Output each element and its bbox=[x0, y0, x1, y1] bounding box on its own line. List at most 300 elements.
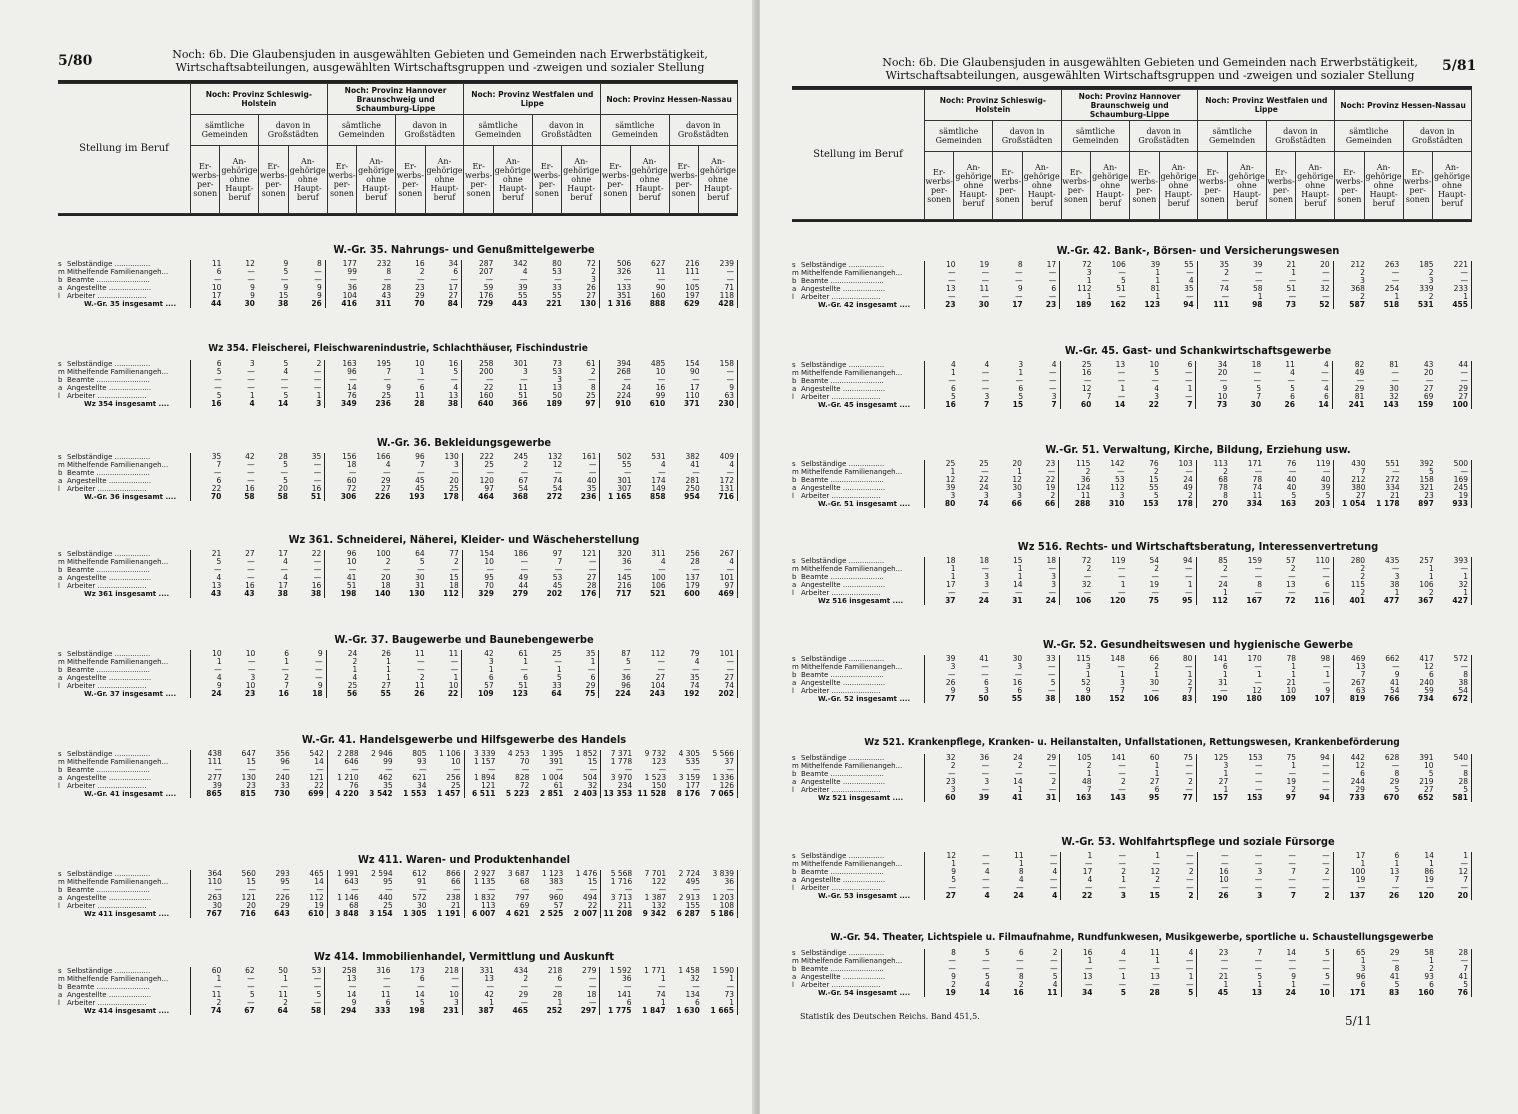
row-label bbox=[792, 277, 924, 285]
data-cell: 240 bbox=[275, 773, 290, 782]
data-cell: 96 bbox=[347, 367, 357, 376]
data-cell: 53 bbox=[552, 367, 563, 376]
data-cell: 111 bbox=[191, 758, 225, 766]
data-cell: 258 bbox=[479, 359, 494, 368]
data-cell: 90 bbox=[690, 367, 700, 376]
data-cell: — bbox=[1391, 564, 1400, 573]
measure-header-dependents: An-gehörige ohne Haupt-beruf bbox=[1091, 152, 1130, 220]
data-cell: 9 bbox=[1085, 686, 1091, 695]
row-label-letter: m bbox=[792, 762, 799, 770]
data-cell: 5 bbox=[1437, 786, 1472, 794]
data-cell: 334 bbox=[1246, 499, 1263, 508]
region-header: Noch: Provinz Hessen-Nassau bbox=[601, 84, 738, 115]
data-cell: 158 bbox=[703, 360, 738, 368]
data-cell: — bbox=[1255, 769, 1263, 778]
data-row bbox=[191, 991, 738, 999]
data-cell: 14 bbox=[1286, 948, 1297, 957]
data-cell: 101 bbox=[703, 574, 738, 582]
data-cell: 805 bbox=[412, 749, 427, 758]
data-cell: 115 bbox=[1076, 654, 1091, 663]
data-cell: — bbox=[1254, 662, 1262, 671]
measure-header-employed: Er-werbs-per-sonen bbox=[669, 146, 698, 214]
data-cell: 54 bbox=[1149, 556, 1160, 565]
data-cell: — bbox=[982, 859, 990, 868]
data-cell: 159 bbox=[1247, 556, 1263, 565]
data-cell: 31 bbox=[415, 581, 425, 590]
data-cell: 96 bbox=[415, 452, 425, 461]
data-cell: 3 339 bbox=[473, 749, 496, 758]
data-cell: 189 bbox=[546, 399, 563, 408]
data-cell: 9 bbox=[1291, 972, 1297, 981]
data-cell: 35 bbox=[565, 485, 600, 493]
row-label-letter: l bbox=[792, 393, 794, 401]
data-cell: 9 bbox=[283, 283, 289, 292]
data-cell: 1 bbox=[925, 468, 959, 476]
data-cell: 70 bbox=[414, 299, 425, 308]
data-cell: 14 bbox=[979, 988, 990, 997]
data-cell: 10 bbox=[1149, 360, 1160, 369]
row-label bbox=[58, 902, 190, 910]
data-cell: 13 bbox=[191, 582, 225, 590]
row-label-text: Mithelfende Familienangeh... bbox=[801, 468, 903, 476]
data-cell: — bbox=[981, 761, 990, 770]
data-cell: 236 bbox=[375, 399, 391, 408]
data-cell: — bbox=[1118, 572, 1126, 581]
data-cell: 551 bbox=[1385, 459, 1400, 468]
data-cell: 7 bbox=[1360, 670, 1366, 679]
data-cell: — bbox=[520, 375, 528, 384]
data-cell: 48 bbox=[1081, 777, 1092, 786]
data-cell: 5 bbox=[1163, 989, 1197, 997]
data-cell: 1 894 bbox=[473, 773, 496, 782]
data-cell: 30 bbox=[1389, 384, 1399, 393]
data-cell: 212 bbox=[1350, 260, 1365, 269]
data-cell: 30 bbox=[244, 299, 255, 308]
data-cell: — bbox=[383, 565, 391, 574]
data-cell: 326 bbox=[616, 267, 632, 276]
data-cell: 13 bbox=[346, 974, 357, 983]
data-cell: 26 bbox=[925, 679, 959, 687]
data-cell: 28 bbox=[1437, 778, 1472, 786]
total-row bbox=[191, 790, 738, 798]
data-cell: 163 bbox=[1280, 499, 1297, 508]
data-cell: 356 bbox=[275, 749, 290, 758]
data-cell: — bbox=[383, 982, 391, 991]
data-cell: — bbox=[1255, 268, 1263, 277]
data-cell: 477 bbox=[1383, 596, 1400, 605]
data-cell: 51 bbox=[1116, 284, 1126, 293]
row-label-letter: l bbox=[58, 999, 60, 1007]
data-cell: 179 bbox=[685, 581, 700, 590]
row-label-letter: m bbox=[58, 878, 65, 886]
row-label-text: Arbeiter ...................... bbox=[801, 687, 881, 695]
data-cell: 540 bbox=[1437, 754, 1472, 762]
row-label-letter: m bbox=[792, 565, 799, 573]
data-cell: — bbox=[1118, 761, 1126, 770]
data-cell: 163 bbox=[342, 359, 357, 368]
row-label-letter: l bbox=[792, 981, 794, 989]
data-cell: 888 bbox=[649, 299, 666, 308]
data-cell: — bbox=[1392, 467, 1400, 476]
row-label-letter: m bbox=[58, 461, 65, 469]
row-label-text: Angestellte ................... bbox=[67, 894, 152, 902]
row-label-text: Beamte ........................ bbox=[67, 376, 150, 384]
data-cell: 76 bbox=[1437, 989, 1472, 997]
data-cell: 10 bbox=[430, 758, 464, 766]
total-row bbox=[925, 500, 1472, 508]
data-cell: 11 bbox=[1014, 851, 1024, 860]
data-cell: 40 bbox=[565, 477, 600, 485]
data-cell: 5 bbox=[1120, 988, 1126, 997]
data-cell: 28 bbox=[690, 557, 700, 566]
row-label-letter: b bbox=[58, 469, 63, 477]
data-cell: — bbox=[1254, 467, 1263, 476]
data-cell: 1 bbox=[1120, 670, 1125, 679]
data-cell: 38 bbox=[291, 590, 325, 598]
data-cell: — bbox=[1016, 964, 1024, 973]
data-cell: 1 bbox=[283, 974, 288, 983]
data-cell: 5 bbox=[925, 393, 959, 401]
data-cell: 401 bbox=[1349, 596, 1366, 605]
header-bottom-rule bbox=[58, 214, 738, 216]
data-cell: — bbox=[692, 565, 700, 574]
data-cell: 4 305 bbox=[678, 749, 701, 758]
data-cell: 25 bbox=[565, 392, 599, 400]
data-cell: 1 bbox=[386, 673, 391, 682]
table-title-line-1: Noch: 6b. Die Glaubensjuden in ausgewählten Gebieten und Gemeinden nach Erwerbstätigkeit, bbox=[172, 48, 708, 61]
stub-header: Stellung im Beruf bbox=[792, 90, 925, 220]
data-cell: 12 bbox=[245, 259, 255, 268]
data-cell: — bbox=[191, 566, 225, 574]
data-cell: 44 bbox=[191, 300, 225, 308]
total-row bbox=[191, 1007, 738, 1015]
data-cell: 21 bbox=[430, 902, 464, 910]
total-row bbox=[925, 695, 1472, 703]
data-cell: 2 bbox=[1428, 588, 1434, 597]
data-cell: 77 bbox=[925, 695, 959, 703]
data-cell: 5 568 bbox=[610, 869, 633, 878]
data-cell: — bbox=[1254, 851, 1263, 860]
data-cell: — bbox=[925, 965, 959, 973]
data-cell: 12 bbox=[1012, 475, 1022, 484]
data-cell: 16 bbox=[415, 259, 425, 268]
table-section bbox=[58, 950, 738, 1030]
row-label-letter: s bbox=[792, 361, 796, 369]
table-section bbox=[58, 853, 738, 933]
data-cell: — bbox=[1298, 369, 1332, 377]
data-cell: 18 bbox=[565, 991, 600, 999]
data-cell: 1 bbox=[1155, 292, 1161, 301]
data-cell: 6 bbox=[385, 998, 391, 1007]
data-cell: 3 713 bbox=[610, 893, 633, 902]
data-cell: 9 bbox=[925, 868, 960, 876]
data-cell: 25 bbox=[430, 782, 464, 790]
data-cell: 1 316 bbox=[607, 299, 632, 308]
row-label-letter: s bbox=[58, 967, 62, 975]
data-cell: — bbox=[1118, 268, 1126, 277]
data-cell: 103 bbox=[1162, 460, 1197, 468]
row-label-letter: l bbox=[792, 589, 794, 597]
data-cell: — bbox=[1299, 884, 1333, 892]
data-cell: 51 bbox=[518, 391, 528, 400]
data-cell: 3 bbox=[428, 461, 463, 469]
data-cell: 33 bbox=[552, 283, 562, 292]
data-cell: 20 bbox=[1423, 368, 1434, 377]
data-cell: 22 bbox=[483, 383, 494, 392]
data-cell: 8 bbox=[1223, 491, 1228, 500]
data-cell: 3 bbox=[1120, 891, 1126, 900]
data-cell: 267 bbox=[703, 550, 738, 558]
data-cell: 621 bbox=[412, 773, 427, 782]
data-cell: 218 bbox=[428, 967, 463, 975]
data-cell: 1 bbox=[1291, 268, 1297, 277]
data-cell: 133 bbox=[616, 283, 632, 292]
data-cell: 12 bbox=[1355, 761, 1365, 770]
data-cell: 2 bbox=[1026, 778, 1060, 786]
data-cell: 95 bbox=[383, 877, 393, 886]
data-cell: 469 bbox=[1351, 654, 1366, 663]
row-label-text: Angestellte ................... bbox=[801, 581, 886, 589]
data-cell: 16 bbox=[655, 383, 666, 392]
table-section bbox=[792, 638, 1472, 718]
row-label bbox=[792, 965, 924, 973]
section-title: W.-Gr. 42. Bank-, Börsen- und Versicherungswesen bbox=[1056, 244, 1340, 257]
data-cell: 100 bbox=[376, 549, 391, 558]
data-cell: — bbox=[565, 975, 600, 983]
data-cell: — bbox=[1437, 884, 1472, 892]
data-cell: 51 bbox=[518, 681, 529, 690]
data-cell: 49 bbox=[1354, 368, 1365, 377]
data-cell: 36 bbox=[621, 673, 631, 682]
data-cell: 142 bbox=[1110, 459, 1125, 468]
data-cell: — bbox=[383, 375, 391, 384]
data-cell: 38 bbox=[277, 299, 289, 308]
data-cell: — bbox=[291, 999, 325, 1007]
row-label bbox=[792, 957, 924, 965]
data-cell: — bbox=[1437, 663, 1472, 671]
data-cell: 494 bbox=[566, 894, 600, 902]
data-cell: 27 bbox=[703, 674, 738, 682]
data-cell: 123 bbox=[1144, 300, 1161, 309]
data-cell: — bbox=[981, 467, 989, 476]
data-cell: 427 bbox=[1437, 597, 1472, 605]
data-cell: 216 bbox=[685, 259, 700, 268]
data-cell: — bbox=[293, 766, 327, 774]
row-label bbox=[58, 260, 190, 268]
measure-header-dependents: An-gehörige ohne Haupt-beruf bbox=[630, 146, 669, 214]
data-cell: — bbox=[1025, 468, 1059, 476]
data-cell: — bbox=[1162, 663, 1196, 671]
row-label-total: Wz 521 insgesamt .... bbox=[818, 794, 904, 802]
data-cell: 200 bbox=[479, 367, 494, 376]
section-data-table bbox=[190, 967, 738, 1015]
data-cell: 1 553 bbox=[403, 789, 427, 798]
data-cell: — bbox=[1084, 980, 1093, 989]
measure-header-dependents: An-gehörige ohne Haupt-beruf bbox=[1227, 152, 1266, 220]
data-cell: 97 bbox=[1285, 793, 1297, 802]
data-cell: 58 bbox=[277, 492, 288, 501]
measure-header-dependents: An-gehörige ohne Haupt-beruf bbox=[562, 146, 601, 214]
data-cell: 118 bbox=[703, 292, 738, 300]
data-cell: — bbox=[1118, 588, 1126, 597]
data-cell: — bbox=[1254, 883, 1263, 892]
data-cell: — bbox=[1027, 884, 1061, 892]
data-cell: 3 bbox=[1257, 891, 1263, 900]
data-cell: 105 bbox=[685, 283, 700, 292]
table-title bbox=[140, 48, 740, 74]
data-row bbox=[925, 663, 1472, 671]
measure-header-employed: Er-werbs-per-sonen bbox=[259, 146, 288, 214]
total-row bbox=[191, 493, 738, 501]
data-cell: — bbox=[1221, 859, 1229, 868]
data-row bbox=[925, 285, 1472, 293]
measure-header-dependents: An-gehörige ohne Haupt-beruf bbox=[1364, 152, 1403, 220]
data-cell: 238 bbox=[430, 894, 464, 902]
data-cell: 12 bbox=[1150, 867, 1160, 876]
section-data-table bbox=[924, 557, 1472, 605]
row-label-letter: l bbox=[792, 884, 794, 892]
data-cell: — bbox=[1254, 564, 1263, 573]
data-row bbox=[191, 558, 738, 566]
data-cell: 542 bbox=[293, 750, 327, 758]
data-cell: 518 bbox=[1383, 300, 1400, 309]
data-cell: 130 bbox=[241, 773, 256, 782]
row-labels bbox=[58, 360, 190, 408]
data-cell: 76 bbox=[349, 781, 359, 790]
data-cell: 1 387 bbox=[644, 893, 667, 902]
data-cell: 10 bbox=[245, 681, 256, 690]
row-label bbox=[792, 565, 924, 573]
data-cell: — bbox=[520, 275, 528, 284]
data-cell: — bbox=[248, 885, 256, 894]
data-cell: 211 bbox=[617, 901, 633, 910]
data-cell: — bbox=[291, 469, 325, 477]
table-section bbox=[792, 244, 1472, 324]
data-cell: 74 bbox=[1219, 284, 1229, 293]
data-cell: — bbox=[1299, 565, 1334, 573]
row-label-letter: l bbox=[792, 687, 794, 695]
data-cell: 158 bbox=[1419, 475, 1434, 484]
data-cell: 16 bbox=[1219, 867, 1229, 876]
data-cell: 106 bbox=[1075, 596, 1092, 605]
data-cell: 3 159 bbox=[678, 773, 701, 782]
data-cell: — bbox=[1025, 663, 1059, 671]
measure-header-employed: Er-werbs-per-sonen bbox=[327, 146, 356, 214]
data-cell: 29 bbox=[518, 990, 529, 999]
data-cell: — bbox=[419, 885, 427, 894]
data-cell: 58 bbox=[291, 1007, 325, 1015]
data-cell: 20 bbox=[428, 477, 463, 485]
data-cell: 6 bbox=[1360, 980, 1366, 989]
data-cell: 256 bbox=[685, 549, 700, 558]
row-labels bbox=[792, 361, 924, 409]
data-cell: 1 457 bbox=[430, 790, 464, 798]
data-cell: 244 bbox=[1350, 777, 1365, 786]
data-cell: — bbox=[282, 765, 290, 774]
data-cell: 267 bbox=[1351, 678, 1366, 687]
data-cell: 32 bbox=[1299, 285, 1333, 293]
data-cell: 263 bbox=[191, 894, 225, 902]
row-labels bbox=[58, 260, 190, 308]
row-label bbox=[792, 852, 924, 860]
data-cell: 4 bbox=[1026, 361, 1060, 369]
data-cell: — bbox=[1163, 965, 1197, 973]
data-cell: 2 403 bbox=[566, 790, 600, 798]
data-cell: — bbox=[692, 375, 700, 384]
row-label-text: Beamte ........................ bbox=[801, 277, 884, 285]
data-cell: — bbox=[417, 665, 425, 674]
data-cell: 25 bbox=[484, 460, 494, 469]
data-cell: 430 bbox=[1351, 459, 1366, 468]
data-cell: — bbox=[291, 566, 325, 574]
data-cell: — bbox=[1084, 883, 1093, 892]
row-label-text: Beamte ........................ bbox=[801, 770, 884, 778]
area-header-cities: davon in Großstädten bbox=[669, 115, 737, 146]
data-cell: — bbox=[1288, 572, 1296, 581]
row-label-text: Beamte ........................ bbox=[801, 476, 884, 484]
section-title: Wz 516. Rechts- und Wirtschaftsberatung, Interessenvertretung bbox=[1017, 540, 1379, 553]
data-cell: — bbox=[247, 657, 256, 666]
data-cell: 56 bbox=[346, 689, 358, 698]
data-cell: 57 bbox=[553, 901, 564, 910]
section-data-table bbox=[924, 361, 1472, 409]
data-cell: 3 bbox=[1257, 867, 1263, 876]
data-cell: 371 bbox=[683, 399, 700, 408]
data-cell: 2 bbox=[1155, 875, 1160, 884]
data-cell: — bbox=[1118, 769, 1126, 778]
data-cell: 176 bbox=[478, 291, 494, 300]
table-section bbox=[792, 932, 1472, 1012]
data-cell: 72 bbox=[519, 781, 530, 790]
region-header: Noch: Provinz Schleswig-Holstein bbox=[191, 84, 328, 115]
area-header-cities: davon in Großstädten bbox=[532, 115, 600, 146]
data-cell: 23 bbox=[1026, 301, 1060, 309]
data-cell: 6 bbox=[1394, 851, 1400, 860]
row-label-text: Mithelfende Familienangeh... bbox=[801, 565, 903, 573]
data-cell: 243 bbox=[649, 689, 666, 698]
data-cell: — bbox=[430, 886, 464, 894]
row-label bbox=[58, 878, 190, 886]
row-labels bbox=[792, 557, 924, 605]
data-cell: 26 bbox=[1388, 891, 1400, 900]
data-cell: — bbox=[1299, 277, 1333, 285]
data-cell: 58 bbox=[1424, 948, 1434, 957]
data-cell: 1 165 bbox=[608, 492, 632, 501]
data-cell: — bbox=[658, 885, 667, 894]
data-cell: 16 bbox=[1012, 678, 1023, 687]
data-cell: 17 bbox=[690, 383, 700, 392]
row-label-letter: l bbox=[58, 682, 60, 690]
row-label-text: Beamte ........................ bbox=[801, 377, 884, 385]
data-cell: 8 bbox=[1394, 769, 1400, 778]
data-cell: 153 bbox=[1143, 499, 1159, 508]
data-cell: 104 bbox=[342, 291, 357, 300]
data-cell: — bbox=[1255, 785, 1263, 794]
data-cell: 4 bbox=[1027, 981, 1061, 989]
data-cell: 11 bbox=[380, 990, 391, 999]
data-cell: 364 bbox=[191, 870, 225, 878]
data-cell: 2 bbox=[291, 360, 325, 368]
data-cell: 60 bbox=[1149, 753, 1160, 762]
row-label bbox=[58, 870, 190, 878]
data-cell: 173 bbox=[410, 966, 425, 975]
data-cell: 10 bbox=[655, 367, 666, 376]
data-cell: 1 bbox=[1360, 956, 1366, 965]
data-cell: 73 bbox=[1216, 400, 1228, 409]
row-label-letter: s bbox=[792, 754, 796, 762]
data-cell: — bbox=[692, 885, 701, 894]
data-cell: 27 bbox=[1218, 777, 1229, 786]
